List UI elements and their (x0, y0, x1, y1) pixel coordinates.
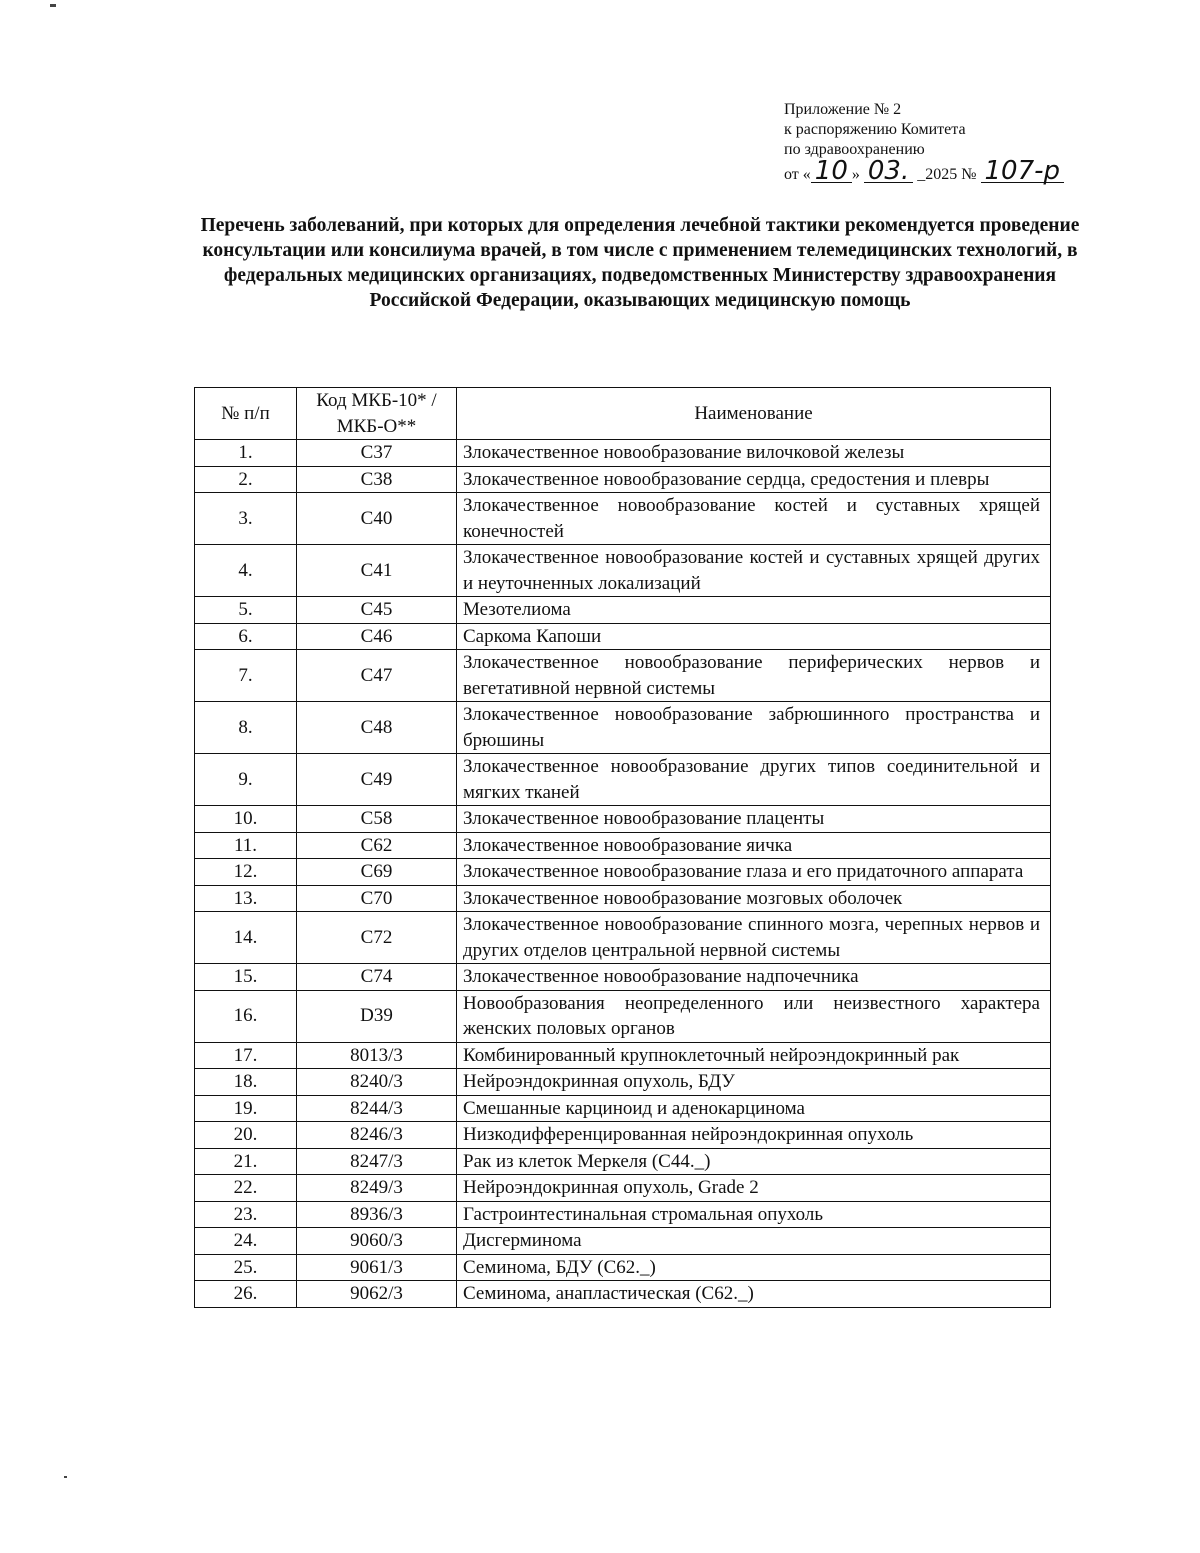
table-row (195, 597, 1051, 624)
cell-code: C37 (297, 440, 457, 467)
cell-num: 8. (195, 702, 297, 754)
cell-name: Злокачественное новообразование костей и суставных хрящей других и неуточненных локализаций (457, 545, 1051, 597)
cell-num: 3. (195, 493, 297, 545)
table-row (195, 1148, 1051, 1175)
table-row (195, 466, 1051, 493)
cell-num: 4. (195, 545, 297, 597)
header-code: Код МКБ-10* / МКБ-О** (297, 388, 457, 440)
table-row (195, 964, 1051, 991)
cell-code: C70 (297, 885, 457, 912)
cell-code: 8013/3 (297, 1042, 457, 1069)
cell-num: 9. (195, 754, 297, 806)
cell-name: Злокачественное новообразование вилочковой железы (457, 440, 1051, 467)
cell-name: Злокачественное новообразование забрюшинного пространства и брюшины (457, 702, 1051, 754)
cell-num: 12. (195, 859, 297, 886)
cell-num: 11. (195, 832, 297, 859)
cell-name: Нейроэндокринная опухоль, БДУ (457, 1069, 1051, 1096)
table-row (195, 1201, 1051, 1228)
table-row (195, 1122, 1051, 1149)
table-row (195, 1069, 1051, 1096)
cell-num: 21. (195, 1148, 297, 1175)
cell-name: Саркома Капоши (457, 623, 1051, 650)
cell-num: 16. (195, 990, 297, 1042)
table-row (195, 650, 1051, 702)
cell-code: C62 (297, 832, 457, 859)
cell-name: Злокачественное новообразование плаценты (457, 806, 1051, 833)
table-row (195, 440, 1051, 467)
cell-code: 8936/3 (297, 1201, 457, 1228)
cell-name: Семинома, БДУ (C62._) (457, 1254, 1051, 1281)
cell-num: 19. (195, 1095, 297, 1122)
header-num: № п/п (195, 388, 297, 440)
annex-line-3: по здравоохранению (784, 141, 925, 158)
cell-num: 25. (195, 1254, 297, 1281)
cell-name: Новообразования неопределенного или неизвестного характера женских половых органов (457, 990, 1051, 1042)
table-row (195, 806, 1051, 833)
cell-num: 22. (195, 1175, 297, 1202)
cell-code: D39 (297, 990, 457, 1042)
table-row (195, 1042, 1051, 1069)
date-month: 03. (864, 160, 913, 183)
table-row (195, 1254, 1051, 1281)
cell-name: Злокачественное новообразование спинного мозга, черепных нервов и других отделов центральной нервной системы (457, 912, 1051, 964)
cell-code: 9060/3 (297, 1228, 457, 1255)
table-row (195, 545, 1051, 597)
cell-code: C45 (297, 597, 457, 624)
cell-num: 2. (195, 466, 297, 493)
cell-num: 18. (195, 1069, 297, 1096)
annex-block (784, 100, 1064, 185)
document-title: Перечень заболеваний, при которых для определения лечебной тактики рекомендуется проведение консультации или консилиума врачей, в том числе с применением телемедицинских технологий, в федеральных медицинских организациях, подведомственных Министерству здравоохранения Российской Федерации, оказывающих медицинскую помощь (200, 215, 1080, 311)
table-row (195, 832, 1051, 859)
date-year: _2025 № (917, 166, 977, 183)
cell-name: Дисгерминома (457, 1228, 1051, 1255)
table-header-row (195, 388, 1051, 440)
cell-num: 7. (195, 650, 297, 702)
annex-line-2: к распоряжению Комитета (784, 121, 966, 138)
cell-name: Злокачественное новообразование яичка (457, 832, 1051, 859)
cell-name: Рак из клеток Меркеля (C44._) (457, 1148, 1051, 1175)
cell-num: 10. (195, 806, 297, 833)
cell-code: C40 (297, 493, 457, 545)
cell-name: Злокачественное новообразование других типов соединительной и мягких тканей (457, 754, 1051, 806)
cell-num: 15. (195, 964, 297, 991)
table-row (195, 912, 1051, 964)
cell-code: 9061/3 (297, 1254, 457, 1281)
table-row (195, 702, 1051, 754)
cell-name: Семинома, анапластическая (C62._) (457, 1281, 1051, 1308)
disease-table (194, 387, 1051, 1308)
cell-code: 8249/3 (297, 1175, 457, 1202)
cell-code: C49 (297, 754, 457, 806)
cell-code: 8246/3 (297, 1122, 457, 1149)
cell-code: C41 (297, 545, 457, 597)
cell-code: C46 (297, 623, 457, 650)
cell-num: 24. (195, 1228, 297, 1255)
cell-code: 9062/3 (297, 1281, 457, 1308)
cell-num: 14. (195, 912, 297, 964)
cell-code: C72 (297, 912, 457, 964)
cell-name: Злокачественное новообразование мозговых оболочек (457, 885, 1051, 912)
table-row (195, 623, 1051, 650)
cell-code: C58 (297, 806, 457, 833)
cell-num: 1. (195, 440, 297, 467)
cell-name: Гастроинтестинальная стромальная опухоль (457, 1201, 1051, 1228)
cell-num: 26. (195, 1281, 297, 1308)
cell-num: 17. (195, 1042, 297, 1069)
scan-mark (64, 1476, 67, 1478)
cell-code: 8244/3 (297, 1095, 457, 1122)
table-row (195, 885, 1051, 912)
cell-code: C69 (297, 859, 457, 886)
cell-name: Смешанные карциноид и аденокарцинома (457, 1095, 1051, 1122)
cell-code: C47 (297, 650, 457, 702)
cell-name: Злокачественное новообразование сердца, средостения и плевры (457, 466, 1051, 493)
cell-code: 8247/3 (297, 1148, 457, 1175)
cell-num: 13. (195, 885, 297, 912)
cell-name: Мезотелиома (457, 597, 1051, 624)
cell-name: Злокачественное новообразование надпочечника (457, 964, 1051, 991)
date-quote: » (851, 166, 860, 183)
table-row (195, 493, 1051, 545)
table-row (195, 754, 1051, 806)
cell-num: 5. (195, 597, 297, 624)
cell-name: Низкодифференцированная нейроэндокринная опухоль (457, 1122, 1051, 1149)
cell-name: Нейроэндокринная опухоль, Grade 2 (457, 1175, 1051, 1202)
table-row (195, 1228, 1051, 1255)
table-row (195, 990, 1051, 1042)
scan-mark (50, 4, 56, 7)
header-name: Наименование (457, 388, 1051, 440)
cell-num: 23. (195, 1201, 297, 1228)
cell-name: Злокачественное новообразование глаза и его придаточного аппарата (457, 859, 1051, 886)
table-row (195, 1175, 1051, 1202)
cell-name: Злокачественное новообразование периферических нервов и вегетативной нервной системы (457, 650, 1051, 702)
table-row (195, 859, 1051, 886)
date-prefix: от « (784, 166, 811, 183)
annex-line-1: Приложение № 2 (784, 101, 902, 118)
cell-name: Злокачественное новообразование костей и суставных хрящей конечностей (457, 493, 1051, 545)
cell-num: 20. (195, 1122, 297, 1149)
date-day: 10 (811, 160, 852, 183)
table-row (195, 1095, 1051, 1122)
cell-code: 8240/3 (297, 1069, 457, 1096)
cell-name: Комбинированный крупноклеточный нейроэндокринный рак (457, 1042, 1051, 1069)
table-row (195, 1281, 1051, 1308)
cell-code: C48 (297, 702, 457, 754)
annex-date-line (784, 156, 1064, 186)
cell-code: C74 (297, 964, 457, 991)
cell-code: C38 (297, 466, 457, 493)
order-number: 107-р (981, 160, 1065, 183)
cell-num: 6. (195, 623, 297, 650)
